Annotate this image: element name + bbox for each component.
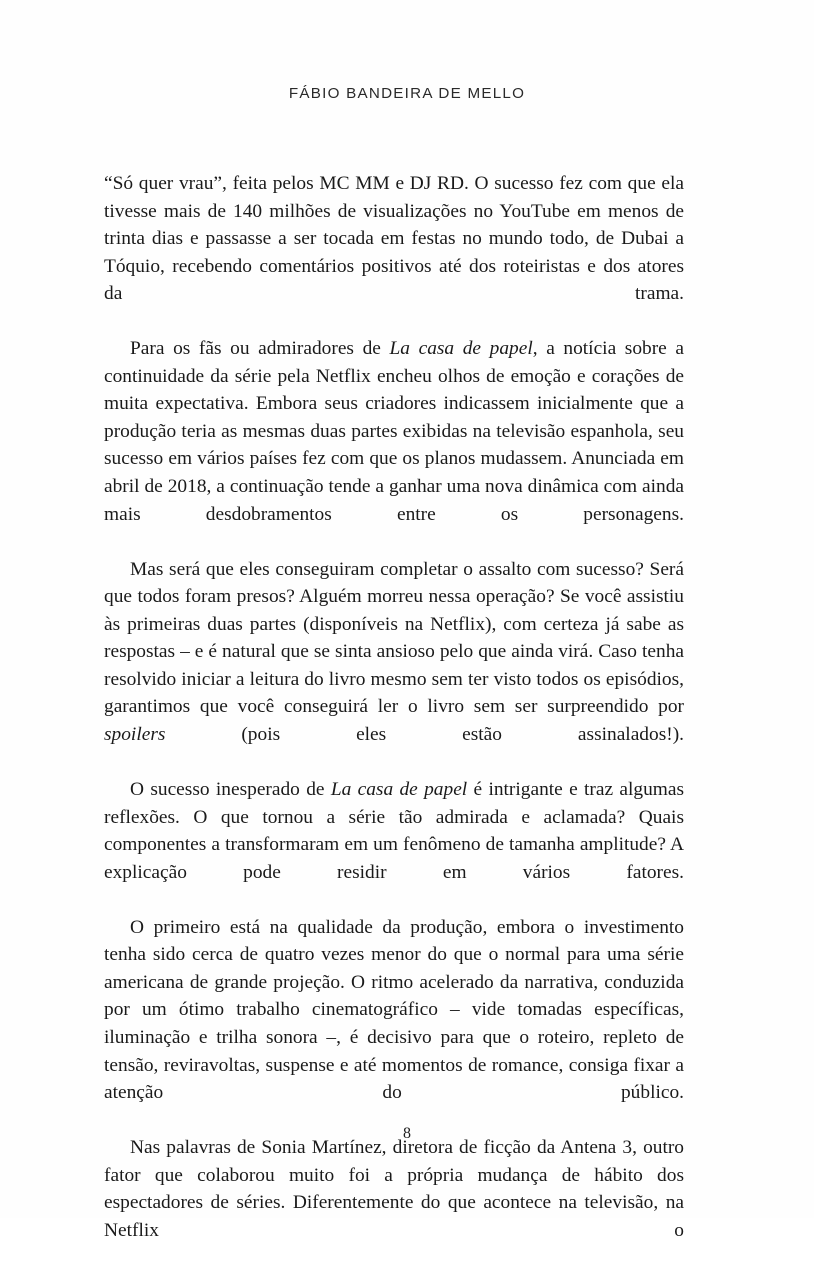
running-header: FÁBIO BANDEIRA DE MELLO: [288, 85, 526, 102]
italic-title-run: spoilers: [104, 723, 166, 745]
page-number: 8: [403, 1125, 411, 1142]
text-run: , a notícia sobre a continuidade da série pela Netflix encheu olhos de emoção e corações de muita expectativa. Embora seus criadores indicassem inicialmente que a produção teria as mesmas duas partes exibidas na televisão espanhola, seu sucesso em vários países fez com que os planos mudassem. Anunciada em abril de 2018, a continuação tende a ganhar uma nova dinâmica com ainda mais desdobramentos entre os personagens.: [104, 338, 684, 525]
text-run: é intrigante e traz algumas reflexões. O que tornou a série tão admirada e aclamada? Quais componentes a transformaram em um fenômeno de tamanha amplitude? A explicação pode residir em vários fatores.: [104, 779, 684, 883]
text-run: “Só quer vrau”, feita pelos MC MM e DJ RD. O sucesso fez com que ela tivesse mais de 140 milhões de visualizações no YouTube em menos de trinta dias e passasse a ser tocada em festas no mundo todo, de Dubai a Tóquio, recebendo comentários positivos até dos roteiristas e dos atores da trama.: [104, 173, 684, 305]
text-run: Mas será que eles conseguiram completar o assalto com sucesso? Será que todos foram presos? Alguém morreu nessa operação? Se você assistiu às primeiras duas partes (disponíveis na Netflix), com certeza já sabe as respostas – e é natural que se sinta ansioso pelo que ainda virá. Caso tenha resolvido iniciar a leitura do livro mesmo sem ter visto todos os episódios, garantimos que você conseguirá ler o livro sem ser surpreendido por: [104, 558, 684, 718]
paragraph: [104, 776, 684, 914]
paragraph: [104, 335, 684, 555]
text-run: O sucesso inesperado de: [130, 779, 331, 801]
body-text-block: [104, 170, 684, 1272]
text-run: Para os fãs ou admiradores de: [130, 338, 390, 360]
paragraph: [104, 556, 684, 776]
italic-title-run: La casa de papel: [389, 338, 533, 360]
text-run: Nas palavras de Sonia Martínez, diretora de ficção da Antena 3, outro fator que colaborou muito foi a própria mudança de hábito dos espectadores de séries. Diferentemente do que acontece na televisão, na Netflix o: [104, 1137, 684, 1241]
text-run: O primeiro está na qualidade da produção, embora o investimento tenha sido cerca de quatro vezes menor do que o normal para uma série americana de grande projeção. O ritmo acelerado da narrativa, conduzida por um ótimo trabalho cinematográfico – vide tomadas específicas, iluminação e trilha sonora –, é decisivo para que o roteiro, repleto de tensão, reviravoltas, suspense e até momentos de romance, consiga fixar a atenção do público.: [104, 916, 684, 1104]
paragraph: [104, 1134, 684, 1272]
paragraph: [104, 914, 684, 1134]
italic-title-run: La casa de papel: [330, 779, 468, 801]
text-run: (pois eles estão assinalados!).: [165, 723, 684, 745]
paragraph: [104, 170, 684, 335]
